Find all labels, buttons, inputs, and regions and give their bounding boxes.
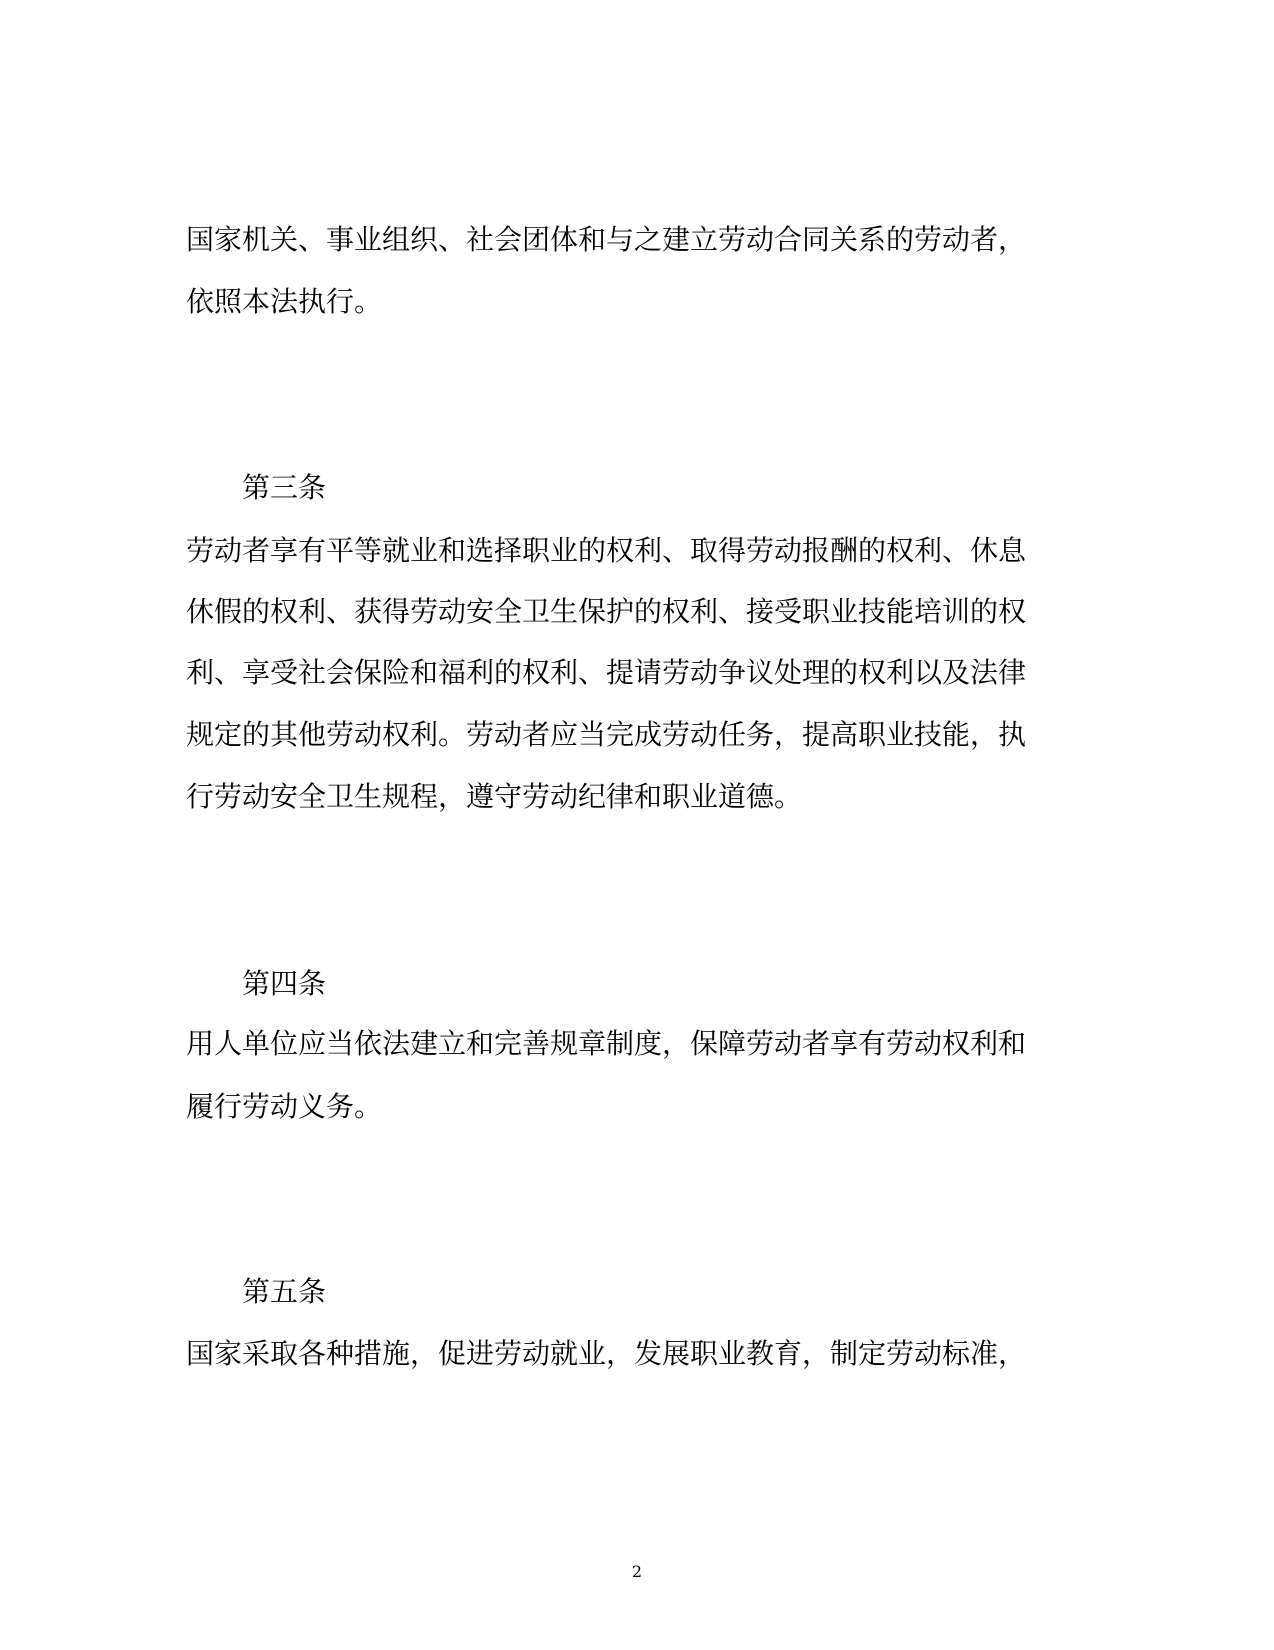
- page-number: 2: [631, 1562, 643, 1581]
- article-4-line-2: 履行劳动义务。: [186, 1090, 383, 1123]
- article-5-line-1: 国家采取各种措施，促进劳动就业，发展职业教育，制定劳动标准，: [186, 1337, 1027, 1370]
- intro-line-1: 国家机关、事业组织、社会团体和与之建立劳动合同关系的劳动者，: [186, 223, 1027, 256]
- intro-line-2: 依照本法执行。: [186, 285, 383, 318]
- article-3-line-2: 休假的权利、获得劳动安全卫生保护的权利、接受职业技能培训的权: [186, 595, 1027, 628]
- article-3-line-5: 行劳动安全卫生规程，遵守劳动纪律和职业道德。: [186, 780, 803, 813]
- article-3-heading: 第三条: [242, 471, 327, 504]
- article-4-heading: 第四条: [242, 967, 327, 1000]
- article-3-line-1: 劳动者享有平等就业和选择职业的权利、取得劳动报酬的权利、休息: [186, 534, 1027, 567]
- article-3-line-3: 利、享受社会保险和福利的权利、提请劳动争议处理的权利以及法律: [186, 656, 1027, 689]
- article-4-line-1: 用人单位应当依法建立和完善规章制度，保障劳动者享有劳动权利和: [186, 1027, 1027, 1060]
- article-5-heading: 第五条: [242, 1275, 327, 1308]
- article-3-line-4: 规定的其他劳动权利。劳动者应当完成劳动任务，提高职业技能，执: [186, 718, 1027, 751]
